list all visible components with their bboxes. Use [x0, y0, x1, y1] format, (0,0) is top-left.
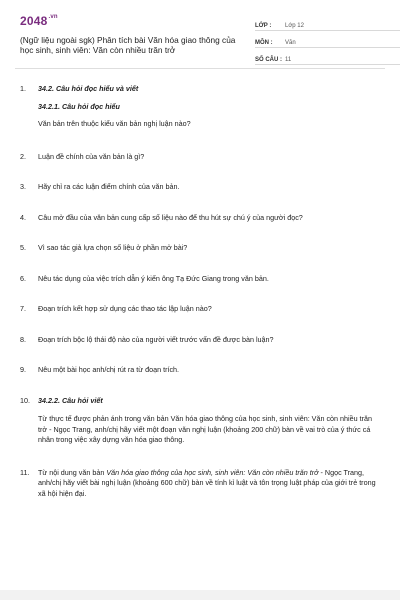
meta-count-value: 11: [285, 57, 292, 63]
question-11: [20, 468, 382, 500]
meta-class-value: Lớp 12: [285, 23, 304, 29]
question-10: [20, 396, 382, 446]
question-text: Luận đề chính của văn bản là gì?: [38, 151, 145, 161]
question-number: 4.: [20, 212, 26, 222]
meta-class-row: [255, 16, 400, 31]
meta-panel: [255, 16, 400, 67]
question-text: Hãy chỉ ra các luận điểm chính của văn bản.: [38, 182, 180, 191]
question-3: [20, 182, 382, 193]
question-number: 1.: [20, 84, 26, 93]
question-number: 2.: [20, 151, 26, 161]
question-2: [20, 152, 382, 163]
question-4: [20, 213, 382, 224]
question-text: Từ thực tế được phản ánh trong văn bản Văn hóa giao thông của học sinh, sinh viên: Văn còn nhiều trăn trở - Ngọc Trang, anh/chị hãy viết một đoạn văn nghị luận (khoảng 200 chữ) bàn về vai trò của ý thức cá nhân trong việc xây dựng văn hóa giao thông.: [38, 414, 373, 444]
meta-count-key: SỐ CÂU :: [255, 57, 282, 63]
question-6: [20, 274, 382, 285]
question-text: Nêu tác dụng của việc trích dẫn ý kiến ông Tạ Đức Giang trong văn bản.: [38, 273, 269, 283]
section-heading: 34.2. Câu hỏi đọc hiểu và viết: [38, 84, 139, 93]
question-number: 7.: [20, 304, 26, 313]
question-text: Nêu một bài học anh/chị rút ra từ đoạn trích.: [38, 365, 180, 374]
question-number: 3.: [20, 182, 26, 191]
question-number: 9.: [20, 365, 26, 374]
page-footer-strip: [0, 590, 400, 600]
question-number: 10.: [20, 395, 30, 405]
question-1: [20, 84, 382, 130]
question-text: Từ nội dung văn bản Văn hóa giao thông của học sinh, sinh viên: Văn còn nhiều trăn trở - Ngọc Trang, anh/chị hãy viết bài nghị luận (khoảng 600 chữ) bàn về tính kỉ luật và tôn trọng luật pháp của giới trẻ trong xã hội hiện đại.: [38, 467, 376, 498]
meta-class-key: LỚP :: [255, 23, 272, 29]
site-logo[interactable]: $2048^{.vn}$: [20, 14, 58, 28]
question-text: Văn bản trên thuộc kiểu văn bản nghị luận nào?: [38, 119, 191, 128]
question-number: 8.: [20, 334, 26, 344]
question-8: [20, 335, 382, 346]
document-title: (Ngữ liệu ngoài sgk) Phân tích bài Văn hóa giao thông của học sinh, sinh viên: Văn còn nhiều trăn trở: [20, 35, 236, 55]
question-5: [20, 243, 382, 254]
question-7: [20, 304, 382, 315]
meta-count-row: [255, 50, 400, 65]
question-number: 5.: [20, 243, 26, 252]
question-text: Câu mở đầu của văn bản cung cấp số liệu nào để thu hút sự chú ý của người đọc?: [38, 212, 303, 222]
question-text: Đoạn trích bộc lộ thái độ nào của người viết trước vấn đề được bàn luận?: [38, 334, 274, 344]
question-number: 11.: [20, 467, 30, 477]
question-number: 6.: [20, 273, 26, 283]
section-heading: 34.2.2. Câu hỏi viết: [38, 395, 103, 405]
question-list: [20, 84, 382, 499]
question-text: Vì sao tác giả lựa chọn số liệu ở phần mở bài?: [38, 243, 188, 252]
question-text: Đoạn trích kết hợp sử dụng các thao tác lập luận nào?: [38, 304, 212, 313]
meta-subject-row: [255, 33, 400, 48]
meta-subject-value: Văn: [285, 40, 296, 46]
meta-subject-key: MÔN :: [255, 40, 273, 46]
subsection-heading: 34.2.1. Câu hỏi đọc hiểu: [38, 101, 120, 111]
question-9: [20, 365, 382, 376]
header-divider: [15, 68, 385, 69]
document-header: [15, 14, 385, 64]
work-title: Văn hóa giao thông của học sinh, sinh viên: Văn còn nhiều trăn trở: [106, 467, 319, 477]
